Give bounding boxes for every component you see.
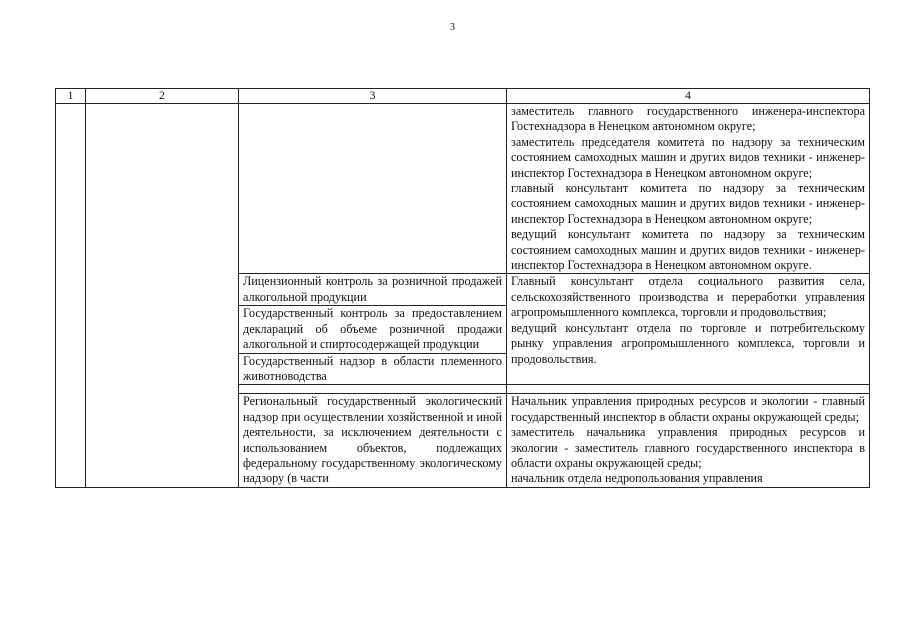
cell-col-3: Государственный надзор в области племенного животноводства bbox=[239, 353, 507, 385]
spacer-cell bbox=[239, 385, 507, 394]
cell-paragraph: ведущий консультант отдела по торговле и потребительскому рынку управления агропромышленного комплекса, торговли и продовольствия. bbox=[511, 320, 865, 366]
header-col-4: 4 bbox=[507, 89, 870, 104]
cell-paragraph: главный консультант комитета по надзору за техническим состоянием самоходных машин и других видов техники - инженер-инспектор Гостехнадзора в Ненецком автономном округе; bbox=[511, 181, 865, 226]
page-number: 3 bbox=[450, 22, 455, 33]
cell-col-1 bbox=[56, 104, 86, 488]
cell-col-2 bbox=[86, 104, 239, 488]
header-col-3: 3 bbox=[239, 89, 507, 104]
cell-col-3: Государственный контроль за предоставлением деклараций об объеме розничной продажи алкогольной и спиртосодержащей продукции bbox=[239, 306, 507, 353]
cell-col-3 bbox=[239, 104, 507, 274]
cell-paragraph: заместитель начальника управления природных ресурсов и экологии - заместитель главного государственного инспектора в области охраны окружающей среды; bbox=[511, 425, 865, 470]
table-row bbox=[56, 104, 870, 274]
header-col-2: 2 bbox=[86, 89, 239, 104]
spacer-cell bbox=[507, 385, 870, 394]
table-header-row bbox=[56, 89, 870, 104]
cell-col-3: Региональный государственный экологический надзор при осуществлении хозяйственной и иной деятельности, за исключением деятельности с использованием объектов, подлежащих федеральному государственному экологическому надзору (в части bbox=[239, 394, 507, 487]
cell-paragraph: начальник отдела недропользования управления bbox=[511, 471, 763, 486]
cell-col-4 bbox=[507, 274, 870, 385]
cell-paragraph: Начальник управления природных ресурсов и экологии - главный государственный инспектор в области охраны окружающей среды; bbox=[511, 394, 865, 424]
cell-paragraph: ведущий консультант комитета по надзору за техническим состоянием самоходных машин и других видов техники - инженер-инспектор Гостехнадзора в Ненецком автономном округе. bbox=[511, 227, 865, 273]
cell-paragraph: заместитель главного государственного инженера-инспектора Гостехнадзора в Ненецком автономном округе; bbox=[511, 104, 865, 134]
document-table bbox=[55, 88, 870, 488]
cell-paragraph: Главный консультант отдела социального развития села, сельскохозяйственного производства и переработки управления агропромышленного комплекса, торговли и продовольствия; bbox=[511, 274, 865, 320]
header-col-1: 1 bbox=[56, 89, 86, 104]
cell-col-4 bbox=[507, 104, 870, 274]
cell-col-4 bbox=[507, 394, 870, 487]
cell-col-3: Лицензионный контроль за розничной продажей алкогольной продукции bbox=[239, 274, 507, 306]
cell-paragraph: заместитель председателя комитета по надзору за техническим состоянием самоходных машин и других видов техники - инженер-инспектор Гостехнадзора в Ненецком автономном округе; bbox=[511, 134, 865, 180]
